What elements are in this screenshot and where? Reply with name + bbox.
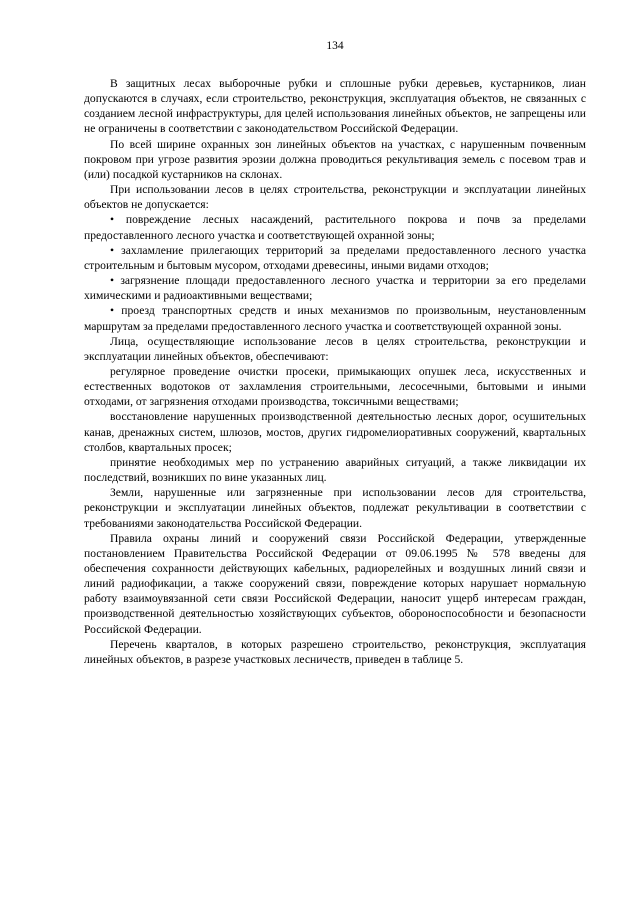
page-number: 134 (326, 40, 344, 52)
bullet-pollution: • загрязнение площади предоставленного лесного участка и территории за его пределами химическими и радиоактивными веществами; (84, 274, 586, 303)
paragraph-communication-rules: Правила охраны линий и сооружений связи Российской Федерации, утвержденные постановлением Правительства Российской Федерации от 09.06.1995 № 578 введены для обеспечения сохранности действующих кабельных, радиорелейных и воздушных линий связи и линий радиофикации, а также сооружений связи, повреждение которых нарушает нормальную работу взаимоувязанной сети связи Российской Федерации, наносит ущерб интересам граждан, производственной деятельностью хозяйствующих субъектов, обороноспособности и безопасности Российской Федерации. (84, 531, 586, 636)
paragraph-land-recultivation: Земли, нарушенные или загрязненные при использовании лесов для строительства, реконструкции и эксплуатации линейных объектов, подлежат рекультивации в соответствии с требованиями законодательства Российской Федерации. (84, 486, 586, 530)
paragraph-clearing: регулярное проведение очистки просеки, примыкающих опушек леса, искусственных и естественных водотоков от захламления строительными, лесосечными, бытовыми и иными отходами, от загрязнения отходами производства, токсичными веществами; (84, 364, 586, 409)
paragraph-obligations-intro: Лица, осуществляющие использование лесов в целях строительства, реконструкции и эксплуатации линейных объектов, обеспечивают: (84, 334, 586, 363)
document-body (84, 76, 586, 667)
paragraph-emergency-measures: принятие необходимых мер по устранению аварийных ситуаций, а также ликвидации их последствий, возникших по вине указанных лиц. (84, 455, 586, 485)
bullet-vehicle-passage: • проезд транспортных средств и иных механизмов по произвольным, неустановленным маршрутам за пределами предоставленного лесного участка и соответствующей охранной зоны. (84, 304, 586, 333)
bullet-damage: • повреждение лесных насаждений, растительного покрова и почв за пределами предоставленного лесного участка и соответствующей охранной зоны; (84, 213, 586, 242)
paragraph-protective-forests: В защитных лесах выборочные рубки и сплошные рубки деревьев, кустарников, лиан допускаются в случаях, если строительство, реконструкция, эксплуатация объектов, не связанных с созданием лесной инфраструктуры, для целей использования линейных объектов, не запрещены или не ограничены в соответствии с законодательством Российской Федерации. (84, 77, 586, 136)
paragraph-not-allowed-intro: При использовании лесов в целях строительства, реконструкции и эксплуатации линейных объектов не допускается: (84, 183, 586, 212)
paragraph-quarters-list: Перечень кварталов, в которых разрешено строительство, реконструкция, эксплуатация линейных объектов, в разрезе участковых лесничеств, приведен в таблице 5. (84, 637, 586, 666)
paragraph-recultivation-zones: По всей ширине охранных зон линейных объектов на участках, с нарушенным почвенным покровом при угрозе развития эрозии должна проводиться рекультивация земель с посевом трав и (или) посадкой кустарников на склонах. (84, 137, 586, 181)
paragraph-restoration: восстановление нарушенных производственной деятельностью лесных дорог, осушительных канав, дренажных систем, шлюзов, мостов, других гидромелиоративных сооружений, квартальных столбов, квартальных просек; (84, 410, 586, 454)
bullet-littering: • захламление прилегающих территорий за пределами предоставленного лесного участка строительным и бытовым мусором, отходами древесины, иными видами отходов; (84, 243, 586, 272)
